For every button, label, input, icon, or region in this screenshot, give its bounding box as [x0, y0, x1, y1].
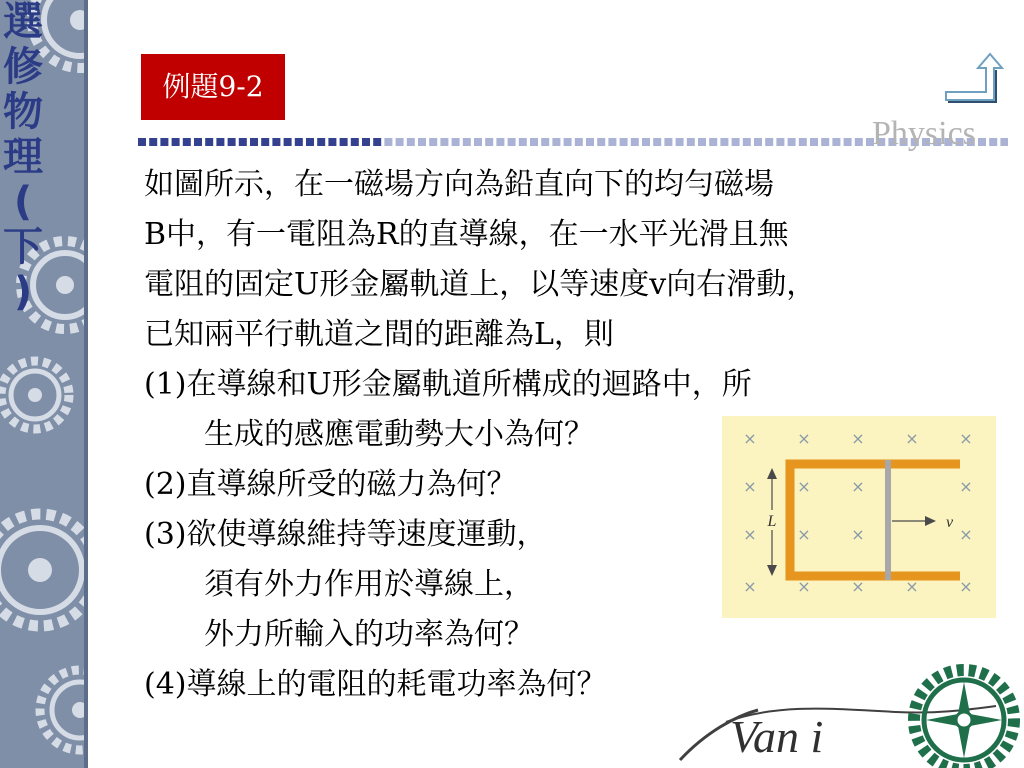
- field-cross-mark: ×: [797, 525, 811, 544]
- divider-dash: [452, 138, 460, 146]
- divider-dash: [597, 138, 605, 146]
- question-4-line: (4)導線上的電阻的耗電功率為何？: [144, 667, 607, 702]
- question-intro-line: 如圖所示，在一磁場方向為鉛直向下的均勻磁場: [144, 167, 774, 202]
- divider-dash: [620, 138, 628, 146]
- divider-dash: [149, 138, 157, 146]
- return-arrow-icon[interactable]: [944, 50, 1004, 110]
- divider-dash: [384, 138, 392, 146]
- sidebar-title-char: 選: [3, 0, 43, 45]
- subject-watermark: Physics: [872, 115, 976, 152]
- field-cross-mark: ×: [851, 577, 865, 596]
- question-3-line: 外力所輸入的功率為何？: [204, 617, 534, 652]
- divider-dash: [653, 138, 661, 146]
- svg-text:Van i: Van i: [730, 711, 824, 762]
- field-cross-mark: ×: [851, 525, 865, 544]
- question-intro-line: B中，有一電阻為R的直導線，在一水平光滑且無: [144, 217, 789, 252]
- field-cross-mark: ×: [959, 525, 973, 544]
- divider-dash: [743, 138, 751, 146]
- question-2-line: (2)直導線所受的磁力為何？: [144, 467, 517, 502]
- field-cross-mark: ×: [797, 477, 811, 496]
- velocity-label: v: [946, 514, 954, 531]
- gear-icon: [0, 350, 80, 440]
- divider-dash: [272, 138, 280, 146]
- vani-logo: [666, 652, 1024, 768]
- divider-dash: [418, 138, 426, 146]
- sidebar: [0, 0, 88, 768]
- question-3-line: 須有外力作用於導線上，: [204, 567, 534, 602]
- sidebar-title-char: ): [13, 269, 33, 315]
- question-1-line: 生成的感應電動勢大小為何？: [204, 417, 594, 452]
- divider-dash: [844, 138, 852, 146]
- divider-dash: [698, 138, 706, 146]
- divider-dash: [810, 138, 818, 146]
- divider-dash: [664, 138, 672, 146]
- divider-dash: [328, 138, 336, 146]
- divider-dash: [317, 138, 325, 146]
- divider-dash: [474, 138, 482, 146]
- gear-icon: [914, 670, 1014, 768]
- divider-dash: [216, 138, 224, 146]
- divider-dash: [541, 138, 549, 146]
- divider-dash: [732, 138, 740, 146]
- divider-dash: [1000, 138, 1008, 146]
- divider-dash: [552, 138, 560, 146]
- divider-dash: [160, 138, 168, 146]
- divider-dash: [205, 138, 213, 146]
- divider-dash: [396, 138, 404, 146]
- field-cross-mark: ×: [905, 577, 919, 596]
- divider-dash: [687, 138, 695, 146]
- sidebar-title-char: (: [13, 179, 33, 225]
- gear-icon: [0, 500, 88, 640]
- field-cross-mark: ×: [743, 577, 757, 596]
- divider-dash: [608, 138, 616, 146]
- divider-dash: [519, 138, 527, 146]
- question-intro-line: 已知兩平行軌道之間的距離為L，則: [144, 317, 614, 352]
- sidebar-title-char: 物: [3, 89, 43, 135]
- divider-dash: [720, 138, 728, 146]
- divider-dash: [530, 138, 538, 146]
- divider-dash: [250, 138, 258, 146]
- divider-dash: [172, 138, 180, 146]
- divider-dash: [284, 138, 292, 146]
- divider-dash: [776, 138, 784, 146]
- divider-dash: [978, 138, 986, 146]
- field-cross-mark: ×: [959, 577, 973, 596]
- field-cross-mark: ×: [851, 477, 865, 496]
- divider-dash: [194, 138, 202, 146]
- divider-dash: [799, 138, 807, 146]
- divider-dash: [631, 138, 639, 146]
- field-cross-mark: ×: [851, 429, 865, 448]
- field-cross-mark: ×: [905, 429, 919, 448]
- divider-dash: [642, 138, 650, 146]
- divider-dash: [575, 138, 583, 146]
- divider-dash: [463, 138, 471, 146]
- divider-dash: [373, 138, 381, 146]
- sidebar-title: [0, 0, 46, 315]
- sidebar-title-char: 理: [3, 134, 43, 180]
- sidebar-title-char: 下: [3, 224, 43, 270]
- field-cross-mark: ×: [959, 477, 973, 496]
- divider-dash: [586, 138, 594, 146]
- field-cross-mark: ×: [959, 429, 973, 448]
- divider-dash: [429, 138, 437, 146]
- field-cross-mark: ×: [743, 477, 757, 496]
- divider-dash: [407, 138, 415, 146]
- divider-dash: [261, 138, 269, 146]
- sidebar-title-char: 修: [3, 44, 43, 90]
- question-1-line: (1)在導線和U形金屬軌道所構成的迴路中，所: [144, 367, 752, 402]
- rail-circuit-figure: [722, 416, 996, 618]
- field-cross-mark: ×: [743, 429, 757, 448]
- divider-dash: [564, 138, 572, 146]
- sidebar-edge: [84, 0, 88, 768]
- length-label: L: [767, 513, 777, 530]
- divider-dash: [362, 138, 370, 146]
- field-cross-mark: ×: [797, 577, 811, 596]
- divider-dash: [832, 138, 840, 146]
- divider-dash: [989, 138, 997, 146]
- divider-dash: [765, 138, 773, 146]
- divider-dash: [138, 138, 146, 146]
- divider-dash: [508, 138, 516, 146]
- question-3-line: (3)欲使導線維持等速度運動，: [144, 517, 547, 552]
- question-intro-line: 電阻的固定U形金屬軌道上，以等速度v向右滑動，: [144, 267, 817, 302]
- field-cross-mark: ×: [797, 429, 811, 448]
- divider-dash: [340, 138, 348, 146]
- divider-dash: [485, 138, 493, 146]
- divider-dash: [709, 138, 717, 146]
- gear-icon: [30, 660, 88, 760]
- divider-dash: [440, 138, 448, 146]
- field-cross-mark: ×: [743, 525, 757, 544]
- divider-dash: [228, 138, 236, 146]
- divider-dash: [239, 138, 247, 146]
- divider-dash: [306, 138, 314, 146]
- divider-dash: [676, 138, 684, 146]
- divider-dash: [754, 138, 762, 146]
- divider-dash: [351, 138, 359, 146]
- divider-dash: [855, 138, 863, 146]
- divider-dash: [183, 138, 191, 146]
- divider-dash: [496, 138, 504, 146]
- divider-dash: [821, 138, 829, 146]
- divider-dash: [788, 138, 796, 146]
- example-tag: 例題9-2: [141, 54, 285, 120]
- divider-dash: [295, 138, 303, 146]
